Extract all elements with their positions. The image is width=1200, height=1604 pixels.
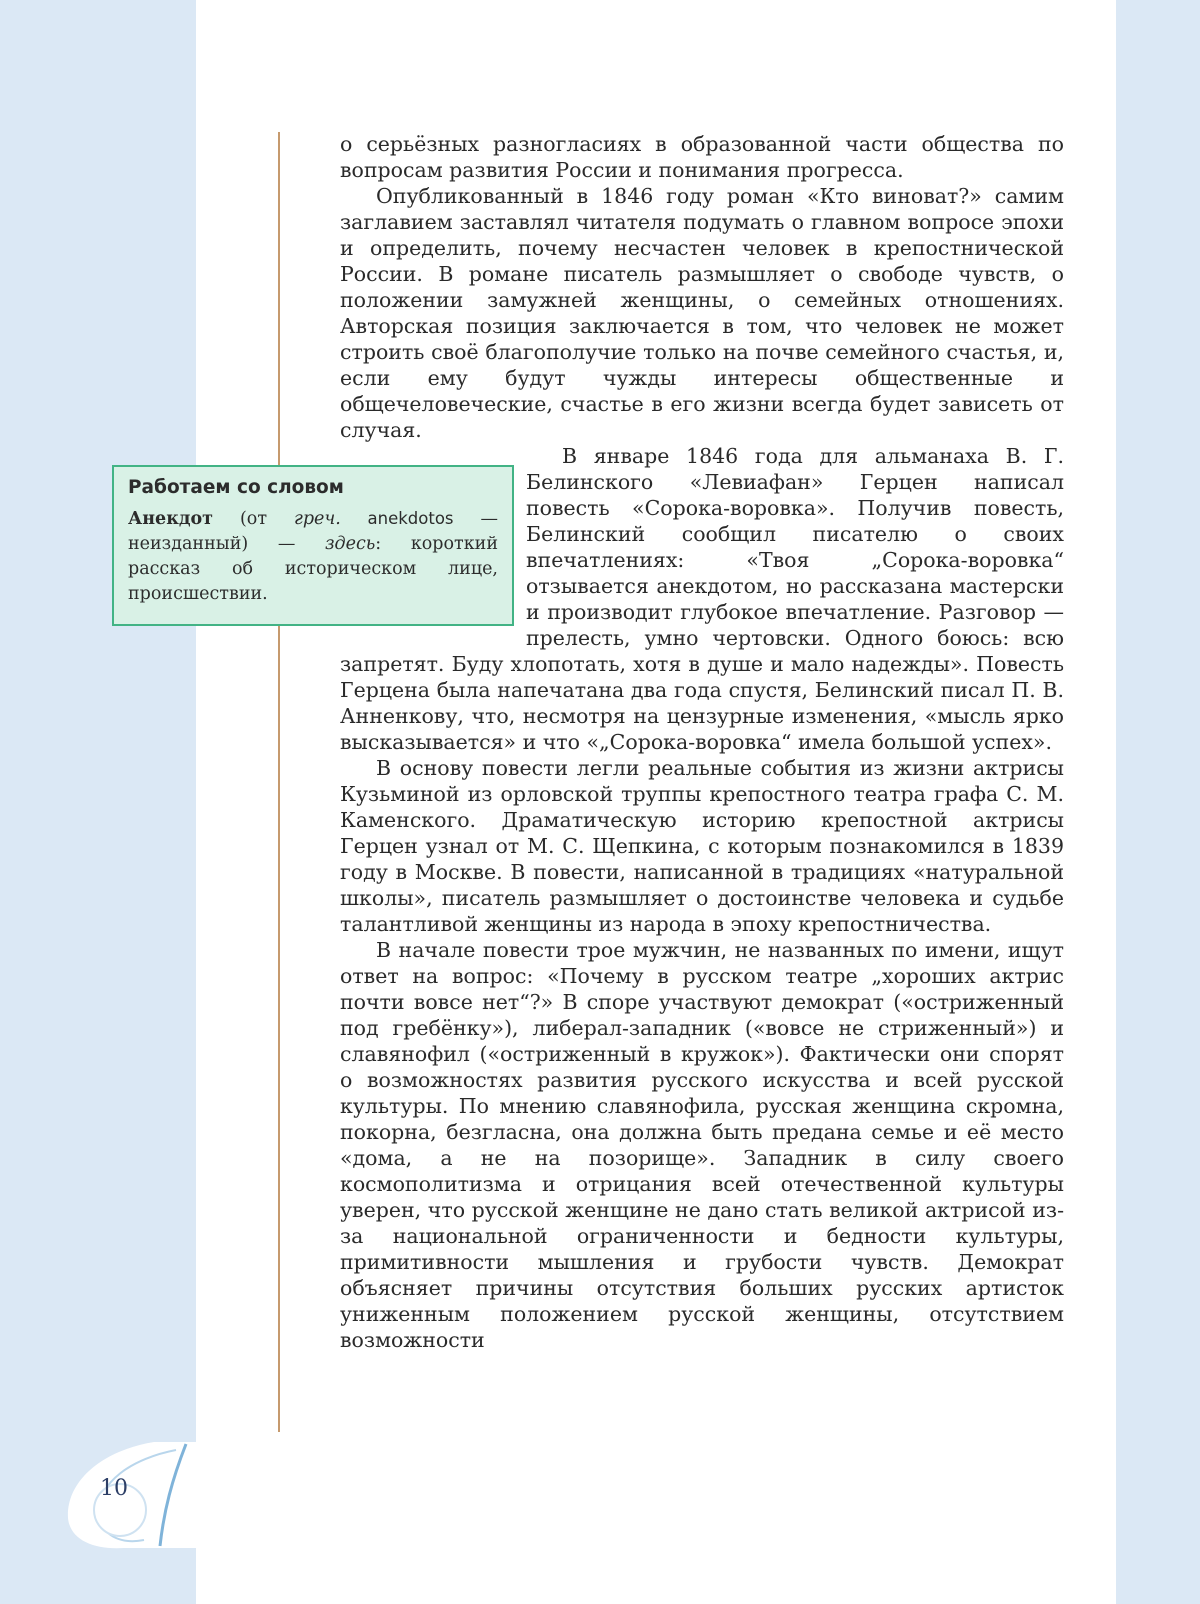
vocabulary-term: Анекдот — [128, 509, 214, 529]
paragraph-1: Опубликованный в 1846 году роман «Кто виноват?» самим заглавием заставлял читателя подумать о главном вопросе эпохи и определить, почему несчастен человек в крепостнической России. В романе писатель размышляет о свободе чувств, о положении замужней женщины, о семейных отношениях. Авторская позиция заключается в том, что человек не может строить своё благополучие только на почве семейного счастья, и, если ему будут чужды интересы общественные и общечеловеческие, счастье в его жизни всегда будет зависеть от случая. — [340, 184, 1064, 442]
vocabulary-box — [112, 465, 514, 626]
left-margin-band — [0, 0, 196, 1604]
page-badge-swirl-icon — [64, 1440, 196, 1550]
paragraph-3: В основу повести легли реальные события из жизни актрисы Кузьминой из орловской труппы крепостного театра графа С. М. Каменского. Драматическую историю крепостной актрисы Герцен узнал от М. С. Щепкина, с которым познакомился в 1839 году в Москве. В повести, написанной в традициях «натуральной школы», писатель размышляет о достоинстве человека и судьбе талантливой женщины из народа в эпоху крепостничества. — [340, 756, 1064, 936]
paragraph-4: В начале повести трое мужчин, не названных по имени, ищут ответ на вопрос: «Почему в русском театре „хороших актрис почти вовсе нет“?» В споре участвуют демократ («остриженный под гребёнку»), либерал-западник («вовсе не стриженный») и славянофил («остриженный в кружок»). Фактически они спорят о возможностях развития русского искусства и всей русской культуры. По мнению славянофила, русская женщина скромна, покорна, безгласна, она должна быть предана семье и её место «дома, а не на позорище». Западник в силу своего космополитизма и отрицания всей отечественной культуры уверен, что русской женщине не дано стать великой актрисой из-за национальной ограниченности и бедности культуры, примитивности мышления и грубости чувств. Демократ объясняет причины отсутствия больших русских артисток униженным положением русской женщины, отсутствием возможности — [340, 938, 1064, 1352]
paragraph-2: В январе 1846 года для альманаха В. Г. Белинского «Левиафан» Герцен написал повесть «Сорока-воровка». Получив повесть, Белинский сообщил писателю о своих впечатлениях: «Твоя „Сорока-воровка“ отзывается анекдотом, но рассказана мастерски и производит глубокое впечатление. Разговор — прелесть, умно чертовски. Одного боюсь: всю запретят. Буду хлопотать, хотя в душе и мало надежды». Повесть Герцена была напечатана два года спустя, Белинский писал П. В. Анненкову, что, несмотря на цензурные изменения, «мысль ярко высказывается» и что «„Сорока-воровка“ имела большой успех». — [340, 444, 1064, 754]
vocabulary-heading: Работаем со словом — [128, 477, 344, 498]
page-number: 10 — [100, 1476, 128, 1501]
vocabulary-definition: Анекдот (от греч. anekdotos — неизданный) — здесь: короткий рассказ об историческом лице, происшествии. — [128, 509, 498, 604]
margin-rule — [278, 132, 280, 1432]
paragraph-0: о серьёзных разногласиях в образованной части общества по вопросам развития России и понимания прогресса. — [340, 132, 1064, 182]
body-text — [340, 131, 1064, 1353]
right-margin-band — [1116, 0, 1200, 1604]
